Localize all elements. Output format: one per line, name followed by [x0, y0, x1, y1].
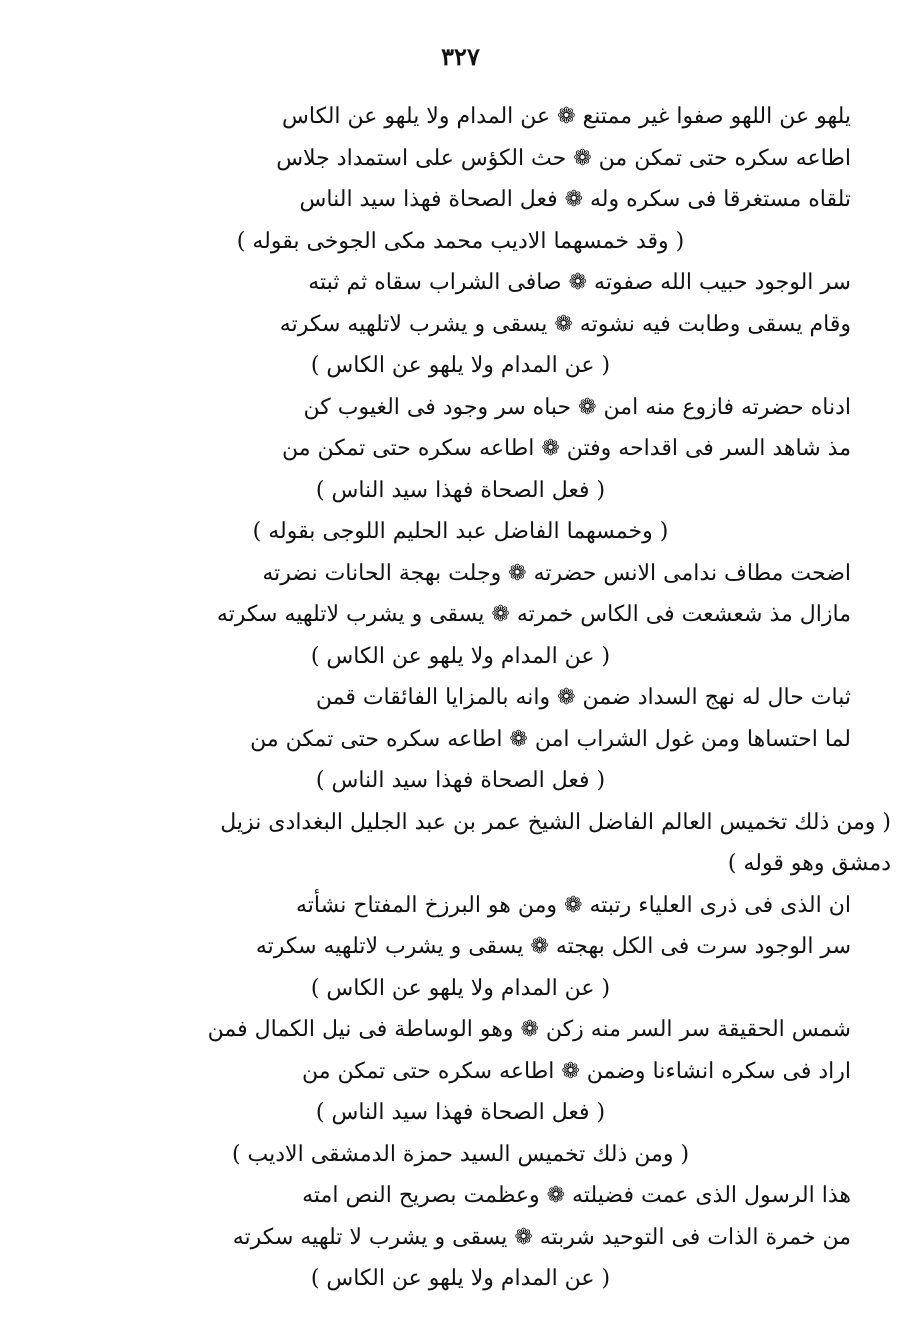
verse-line: من خمرة الذات فى التوحيد شربته ❁ يسقى و يشرب لا تلهيه سكرته: [232, 1225, 851, 1250]
page-number: ٣٢٧: [441, 42, 480, 71]
refrain-line: ( عن المدام ولا يلهو عن الكاس ): [310, 644, 611, 669]
verse-line: اطاعه سكره حتى تمكن من ❁ حث الكؤس على استمداد جلاس: [276, 146, 851, 171]
verse-line: يلهو عن اللهو صفوا غير ممتنع ❁ عن المدام ولا يلهو عن الكاس: [282, 104, 851, 129]
refrain-line: ( فعل الصحاة فهذا سيد الناس ): [315, 1100, 606, 1125]
refrain-line: ( فعل الصحاة فهذا سيد الناس ): [315, 478, 606, 503]
refrain-line: ( فعل الصحاة فهذا سيد الناس ): [315, 768, 606, 793]
verse-line: وقام يسقى وطابت فيه نشوته ❁ يسقى و يشرب لاتلهيه سكرته: [279, 312, 851, 337]
verse-line: سر الوجود حبيب الله صفوته ❁ صافى الشراب سقاه ثم ثبته: [308, 270, 851, 295]
verse-line: لما احتساها ومن غول الشراب امن ❁ اطاعه سكره حتى تمكن من: [250, 727, 851, 752]
verse-line: سر الوجود سرت فى الكل بهجته ❁ يسقى و يشرب لاتلهيه سكرته: [255, 934, 851, 959]
verse-line: مذ شاهد السر فى اقداحه وفتن ❁ اطاعه سكره حتى تمكن من: [282, 436, 851, 461]
heading-line: ( وخمسهما الفاضل عبد الحليم اللوجى بقوله ): [252, 519, 669, 544]
verse-line: هذا الرسول الذى عمت فضيلته ❁ وعظمت بصريح النص امته: [302, 1183, 851, 1208]
refrain-line: ( عن المدام ولا يلهو عن الكاس ): [310, 976, 611, 1001]
verse-line: اضحت مطاف ندامى الانس حضرته ❁ وجلت بهجة الحانات نضرته: [262, 561, 851, 586]
verse-line: ثبات حال له نهج السداد ضمن ❁ وانه بالمزايا الفائقات قمن: [315, 685, 851, 710]
verse-line: شمس الحقيقة سر السر منه زكن ❁ وهو الوساطة فى نيل الكمال فمن: [207, 1017, 851, 1042]
refrain-line: ( عن المدام ولا يلهو عن الكاس ): [310, 353, 611, 378]
heading-line: ( وقد خمسهما الاديب محمد مكى الجوخى بقوله ): [236, 229, 685, 254]
verse-line: تلقاه مستغرقا فى سكره وله ❁ فعل الصحاة فهذا سيد الناس: [299, 187, 851, 212]
verse-line: ان الذى فى ذرى العلياء رتبته ❁ ومن هو البرزخ المفتاح نشأته: [295, 893, 851, 918]
heading-line: ( ومن ذلك تخميس العالم الفاضل الشيخ عمر بن عبد الجليل البغدادى نزيل: [220, 810, 891, 835]
refrain-line: ( عن المدام ولا يلهو عن الكاس ): [310, 1266, 611, 1291]
verse-line: اراد فى سكره انشاءنا وضمن ❁ اطاعه سكره حتى تمكن من: [302, 1059, 851, 1084]
verse-line: ادناه حضرته فازوع منه امن ❁ حباه سر وجود فى الغيوب كن: [303, 395, 851, 420]
verse-line: مازال مذ شعشعت فى الكاس خمرته ❁ يسقى و يشرب لاتلهيه سكرته: [216, 602, 851, 627]
heading-line: دمشق وهو قوله ): [727, 851, 891, 876]
heading-line: ( ومن ذلك تخميس السيد حمزة الدمشقى الاديب ): [231, 1142, 690, 1167]
